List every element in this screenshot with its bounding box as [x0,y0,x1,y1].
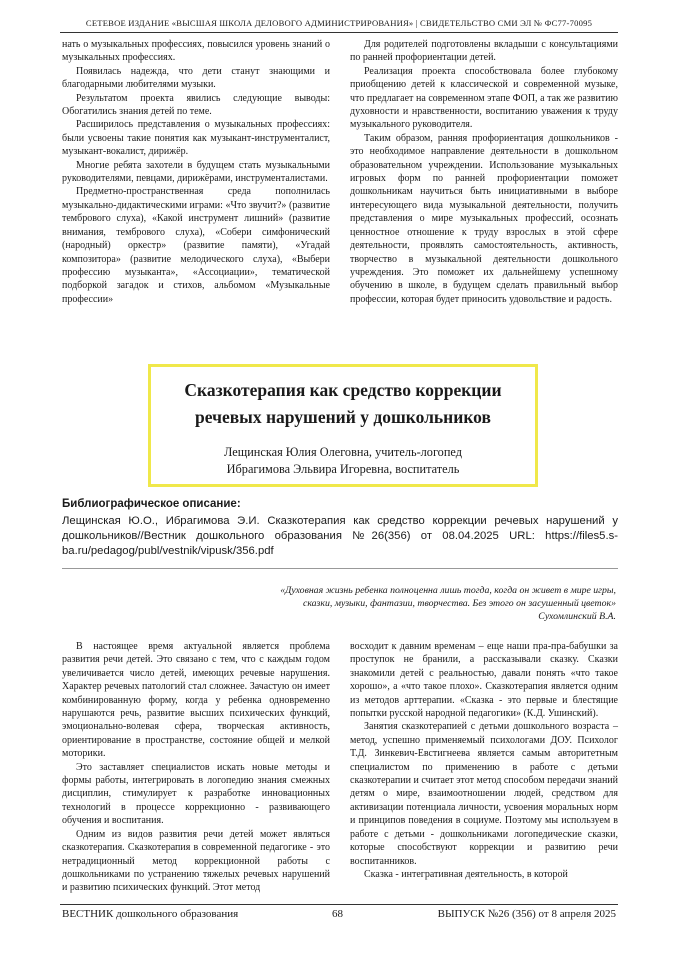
paragraph: Расширилось представления о музыкальных профессиях: были усвоены такие понятия как музыкант-инструменталист, музыкант-вокалист, дирижёр. [62,119,330,158]
author: Ибрагимова Эльвира Игоревна, воспитатель [226,462,460,476]
title-line: речевых нарушений у дошкольников [195,407,491,427]
authors [151,444,535,478]
epigraph-line: «Духовная жизнь ребенка полноценна лишь тогда, когда он живет в мире игры, [280,585,616,596]
epigraph [196,584,616,623]
journal-header: СЕТЕВОЕ ИЗДАНИЕ «ВЫСШАЯ ШКОЛА ДЕЛОВОГО АДМИНИСТРИРОВАНИЯ» | СВИДЕТЕЛЬСТВО СМИ ЭЛ № ФС77-70095 [85,18,593,28]
article-title-box [148,364,538,487]
footer-divider [60,904,618,905]
article-title [151,377,535,431]
paragraph: В настоящее время актуальной является проблема развития речи детей. Это связано с тем, что с каждым годом увеличивается число детей, имеющих речевые нарушения. Характер речевых патологий стал сложнее. Зачастую он имеет комбинированную форму, когда у ребенка одновременно нарушаются речь, развитие высших психических функций, эмоционально-волевая сфера, творческая активность, ориентирование в пространстве, состояние общей и мелкой моторики. [62,641,330,760]
paragraph: Реализация проекта способствовала более глубокому приобщению детей к классической и современной музыке, что предлагает на современном этапе ФОП, а так же развитию духовности и нравственности, воспитанию уважения к труду музыкального руководителя. [350,65,618,131]
page-number: 68 [332,908,343,920]
top-left-column [62,38,330,306]
biblio-text: Лещинская Ю.О., Ибрагимова Э.И. Сказкотерапия как средство коррекции речевых нарушений у дошкольников//Вестник дошкольного образования №26(356) от 08.04.2025 URL: https://files5.s-ba.ru/pedagog/publ/vestnik/vipusk/356.pdf [62,515,618,557]
paragraph: Для родителей подготовлены вкладыши с консультациями по ранней профориентации детей. [350,39,618,64]
paragraph: Результатом проекта явились следующие выводы: Обогатились знания детей по теме. [62,92,330,118]
paragraph: Предметно-пространственная среда пополнилась музыкально-дидактическими играми: «Что звучит?» (развитие тембрового слуха), «Какой инструмент лишний» (развитие внимания, тембрового слуха), «Собери симфонический (народный) оркестр» (развитие памяти), «Угадай композитора» (развитие мелодического слуха), «Выбери профессию музыканта», «Ассоциации», тематической подборкой загадок и стихов, альбомом «Музыкальные профессии» [62,186,330,305]
footer-journal: ВЕСТНИК дошкольного образования [62,908,239,920]
bottom-right-column [350,640,618,881]
paragraph: Появилась надежда, что дети станут знающими и благодарными любителями музыки. [62,65,330,91]
epigraph-line: сказки, музыки, фантазии, творчества. Без этого он засушенный цветок» [302,598,616,609]
biblio-divider [62,568,618,569]
top-right-column [350,38,618,306]
paragraph: Одним из видов развития речи детей может являться сказкотерапия. Сказкотерапия в современной педагогике - это нетрадиционный метод коррекционной работы с дошкольниками по устранению тяжелых речевых нарушений и развитию психических функций. Этот метод [62,828,330,894]
paragraph: Сказка - интегративная деятельность, в которой [364,868,568,880]
paragraph: Это заставляет специалистов искать новые методы и формы работы, интегрировать в логопедию знания смежных дисциплин, стимулирует к разработке инновационных технологий в процессе коррекционно - развивающего обучения и воспитания. [62,761,330,827]
paragraph: нать о музыкальных профессиях, повысился уровень знаний о музыкальных профессиях. [62,39,330,64]
footer-issue: ВЫПУСК №26 (356) от 8 апреля 2025 [437,908,616,920]
paragraph: Многие ребята захотели в будущем стать музыкальными руководителями, певцами, дирижёрами, инструменталистами. [62,159,330,185]
paragraph: восходит к давним временам – еще наши пра-пра-бабушки за проступок не бранили, а рассказывали сказку. Сказки знакомили детей с реальностью, давали понять «что такое хорошо», а «что такое плохо». Сказкотерапия является одним из методов арттерапии. «Сказка - это первые и блестящие попытки русской народной педагогики» (К.Д. Ушинский). [350,641,618,720]
header-divider [60,32,618,33]
paragraph: Таким образом, ранняя профориентация дошкольников - это необходимое направление деятельности в дошкольном образовательном учреждении. Использование музыкальных игровых форм по ранней профориентации поможет дошкольникам научиться быть инициативными в выборе интересующего вида музыкальной деятельности, получить представления о мире музыкальных профессий, осознать ценностное отношение к труду взрослых в этой сфере деятельности, проявлять самостоятельность, активность, творчество в музыкальной деятельности дошкольного учреждения. Это поможет их дальнейшему успешному обучению в школе, в будущем сделать правильный выбор профессии, которая будет приносить удовольствие и радость. [350,132,618,305]
bottom-left-column [62,640,330,895]
biblio-heading: Библиографическое описание: [62,498,241,510]
epigraph-author: Сухомлинский В.А. [538,611,616,622]
author: Лещинская Юлия Олеговна, учитель-логопед [224,445,462,459]
title-line: Сказкотерапия как средство коррекции [184,380,502,400]
paragraph: Занятия сказкотерапией с детьми дошкольного возраста – метод, успешно применяемый психологами ДОУ. Психолог Т.Д. Зинкевич-Евстигнеева является самым авторитетным специалистом по применению в работе с детьми сказкотерапии и считает этот метод способом передачи знаний детям о мире, взаимоотношении людей, средством для активизации потенциала личности, усвоения моральных норм и принципов поведения в социуме. Поэтому мы используем в работе с детьми - дошкольниками логопедические сказки, которые способствуют коррекции и развитию речи воспитанников. [350,721,618,867]
